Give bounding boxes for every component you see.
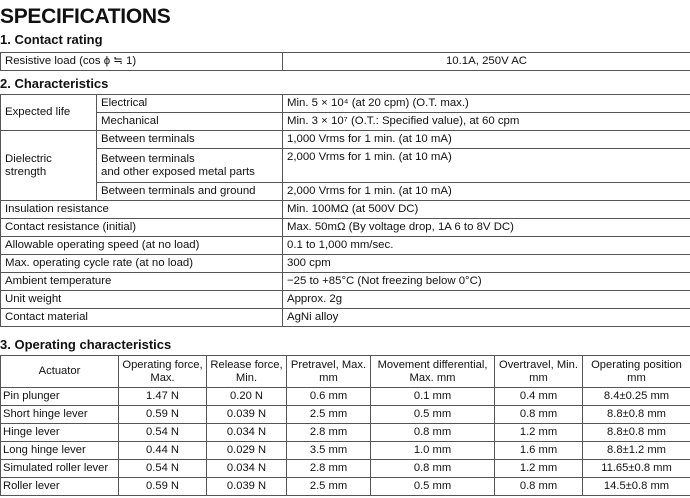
table-row bbox=[1, 53, 690, 71]
release-force: 0.034 N bbox=[207, 424, 287, 442]
column-header-line1: Movement differential, bbox=[377, 358, 488, 371]
operating-force: 1.47 N bbox=[119, 388, 207, 406]
section-heading-characteristics: 2. Characteristics bbox=[0, 76, 109, 91]
table-row bbox=[1, 131, 690, 149]
column-header-line2: Max. bbox=[150, 371, 175, 384]
pretravel: 3.5 mm bbox=[287, 442, 371, 460]
operating-force: 0.54 N bbox=[119, 424, 207, 442]
column-header bbox=[583, 356, 690, 388]
release-force: 0.20 N bbox=[207, 388, 287, 406]
overtravel: 1.2 mm bbox=[495, 460, 583, 478]
movement-differential: 0.5 mm bbox=[371, 406, 495, 424]
column-header-line2: Min. bbox=[235, 371, 258, 384]
operating-characteristics-table bbox=[0, 355, 690, 496]
operating-position: 8.4±0.25 mm bbox=[583, 388, 690, 406]
release-force: 0.039 N bbox=[207, 406, 287, 424]
release-force: 0.029 N bbox=[207, 442, 287, 460]
actuator-name: Simulated roller lever bbox=[1, 460, 119, 478]
char-row-label: Contact material bbox=[1, 309, 283, 327]
movement-differential: 0.8 mm bbox=[371, 424, 495, 442]
char-row-label: Max. operating cycle rate (at no load) bbox=[1, 255, 283, 273]
operating-force: 0.54 N bbox=[119, 460, 207, 478]
column-header-line2: mm bbox=[627, 371, 646, 384]
pretravel: 2.8 mm bbox=[287, 424, 371, 442]
actuator-name: Pin plunger bbox=[1, 388, 119, 406]
dielectric-row2-label bbox=[97, 149, 283, 183]
operating-position: 8.8±0.8 mm bbox=[583, 424, 690, 442]
table-row bbox=[1, 478, 690, 496]
char-row-label: Allowable operating speed (at no load) bbox=[1, 237, 283, 255]
column-header bbox=[371, 356, 495, 388]
table-row bbox=[1, 460, 690, 478]
char-row-label: Unit weight bbox=[1, 291, 283, 309]
column-header bbox=[119, 356, 207, 388]
actuator-name: Hinge lever bbox=[1, 424, 119, 442]
operating-position: 8.8±1.2 mm bbox=[583, 442, 690, 460]
column-header-line1: Overtravel, Min. bbox=[499, 358, 578, 371]
operating-position: 14.5±0.8 mm bbox=[583, 478, 690, 496]
characteristics-table bbox=[0, 94, 690, 327]
page-title: SPECIFICATIONS bbox=[0, 5, 171, 28]
overtravel: 0.4 mm bbox=[495, 388, 583, 406]
pretravel: 2.5 mm bbox=[287, 478, 371, 496]
table-row bbox=[1, 424, 690, 442]
electrical-label: Electrical bbox=[97, 95, 283, 113]
table-row bbox=[1, 309, 690, 327]
mechanical-label: Mechanical bbox=[97, 113, 283, 131]
char-row-label: Contact resistance (initial) bbox=[1, 219, 283, 237]
pretravel: 2.8 mm bbox=[287, 460, 371, 478]
char-row-label: Ambient temperature bbox=[1, 273, 283, 291]
table-row bbox=[1, 388, 690, 406]
contact-rating-table bbox=[0, 52, 690, 71]
dielectric-row3-value: 2,000 Vrms for 1 min. (at 10 mA) bbox=[283, 183, 690, 201]
dielectric-row2-label-line1: Between terminals bbox=[101, 152, 195, 165]
dielectric-row3-label: Between terminals and ground bbox=[97, 183, 283, 201]
operating-force: 0.59 N bbox=[119, 478, 207, 496]
column-header-line1: Operating position bbox=[591, 358, 682, 371]
column-header-line1: Operating force, bbox=[122, 358, 203, 371]
table-row bbox=[1, 113, 690, 131]
movement-differential: 1.0 mm bbox=[371, 442, 495, 460]
char-row-label: Insulation resistance bbox=[1, 201, 283, 219]
section-heading-operating: 3. Operating characteristics bbox=[0, 337, 172, 352]
dielectric-row1-value: 1,000 Vrms for 1 min. (at 10 mA) bbox=[283, 131, 690, 149]
dielectric-row1-label: Between terminals bbox=[97, 131, 283, 149]
column-header-line1: Release force, bbox=[210, 358, 283, 371]
section-heading-contact-rating: 1. Contact rating bbox=[0, 32, 103, 47]
pretravel: 2.5 mm bbox=[287, 406, 371, 424]
column-header: Actuator bbox=[1, 356, 119, 388]
char-row-value: AgNi alloy bbox=[283, 309, 690, 327]
resistive-load-label: Resistive load (cos ϕ ≒ 1) bbox=[1, 53, 283, 71]
release-force: 0.034 N bbox=[207, 460, 287, 478]
mechanical-value: Min. 3 × 10⁷ (O.T.: Specified value), at 60 cpm bbox=[283, 113, 690, 131]
electrical-value: Min. 5 × 10⁴ (at 20 cpm) (O.T. max.) bbox=[283, 95, 690, 113]
dielectric-label-line2: strength bbox=[5, 165, 47, 178]
actuator-name: Roller lever bbox=[1, 478, 119, 496]
movement-differential: 0.5 mm bbox=[371, 478, 495, 496]
operating-force: 0.59 N bbox=[119, 406, 207, 424]
table-row bbox=[1, 149, 690, 183]
char-row-value: 300 cpm bbox=[283, 255, 690, 273]
column-header-line1: Pretravel, Max. bbox=[290, 358, 367, 371]
column-header bbox=[287, 356, 371, 388]
table-row bbox=[1, 442, 690, 460]
table-row bbox=[1, 183, 690, 201]
table-row bbox=[1, 273, 690, 291]
dielectric-strength-label bbox=[1, 131, 97, 201]
char-row-value: Min. 100MΩ (at 500V DC) bbox=[283, 201, 690, 219]
char-row-value: Approx. 2g bbox=[283, 291, 690, 309]
column-header bbox=[207, 356, 287, 388]
dielectric-label-line1: Dielectric bbox=[5, 152, 52, 165]
table-row bbox=[1, 406, 690, 424]
table-row bbox=[1, 201, 690, 219]
movement-differential: 0.8 mm bbox=[371, 460, 495, 478]
dielectric-row2-value: 2,000 Vrms for 1 min. (at 10 mA) bbox=[283, 149, 690, 183]
char-row-value: 0.1 to 1,000 mm/sec. bbox=[283, 237, 690, 255]
pretravel: 0.6 mm bbox=[287, 388, 371, 406]
movement-differential: 0.1 mm bbox=[371, 388, 495, 406]
operating-position: 8.8±0.8 mm bbox=[583, 406, 690, 424]
actuator-name: Long hinge lever bbox=[1, 442, 119, 460]
table-row bbox=[1, 255, 690, 273]
char-row-value: Max. 50mΩ (By voltage drop, 1A 6 to 8V DC) bbox=[283, 219, 690, 237]
actuator-name: Short hinge lever bbox=[1, 406, 119, 424]
overtravel: 1.6 mm bbox=[495, 442, 583, 460]
overtravel: 1.2 mm bbox=[495, 424, 583, 442]
column-header-line2: Max. mm bbox=[409, 371, 456, 384]
table-row bbox=[1, 219, 690, 237]
overtravel: 0.8 mm bbox=[495, 478, 583, 496]
expected-life-label: Expected life bbox=[1, 95, 97, 131]
column-header-line2: mm bbox=[529, 371, 548, 384]
column-header-line2: mm bbox=[319, 371, 338, 384]
dielectric-row2-label-line2: and other exposed metal parts bbox=[101, 165, 255, 178]
release-force: 0.039 N bbox=[207, 478, 287, 496]
table-header-row bbox=[1, 356, 690, 388]
operating-position: 11.65±0.8 mm bbox=[583, 460, 690, 478]
table-row bbox=[1, 95, 690, 113]
table-row bbox=[1, 237, 690, 255]
operating-force: 0.44 N bbox=[119, 442, 207, 460]
table-row bbox=[1, 291, 690, 309]
column-header bbox=[495, 356, 583, 388]
overtravel: 0.8 mm bbox=[495, 406, 583, 424]
char-row-value: −25 to +85°C (Not freezing below 0°C) bbox=[283, 273, 690, 291]
resistive-load-value: 10.1A, 250V AC bbox=[283, 53, 690, 71]
